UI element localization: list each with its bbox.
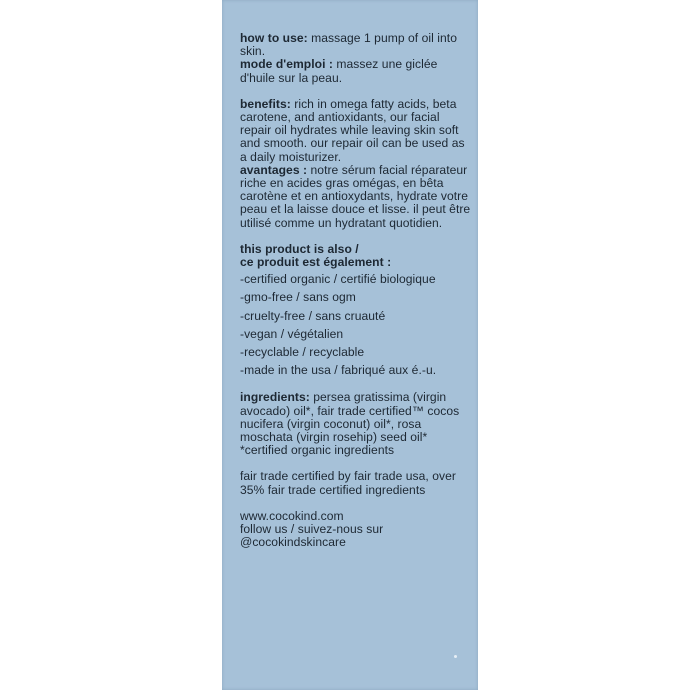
fair-trade-text: fair trade certified by fair trade usa, over 35% fair trade certified ingredients [240, 469, 456, 497]
also-heading-en: this product is also / [240, 241, 359, 256]
list-item: -gmo-free / sans ogm [240, 290, 356, 305]
ingredients [240, 391, 472, 444]
benefits-fr [240, 164, 472, 230]
product-label-text [240, 32, 472, 550]
benefits-label: benefits: [240, 96, 291, 111]
how-to-use-fr [240, 58, 472, 84]
list-item: -cruelty-free / sans cruauté [240, 308, 386, 323]
certifications-list [240, 273, 472, 377]
mode-emploi-text: massez une giclée d'huile sur la peau. [240, 57, 438, 85]
ingredients-label: ingredients: [240, 390, 310, 405]
social-handle: @cocokindskincare [240, 535, 346, 550]
list-item: -certified organic / certifié biologique [240, 272, 436, 287]
list-item: -vegan / végétalien [240, 326, 344, 341]
mode-emploi-label: mode d'emploi : [240, 57, 333, 72]
ingredients-note: *certified organic ingredients [240, 443, 395, 458]
avantages-label: avantages : [240, 162, 308, 177]
benefits-en [240, 98, 472, 164]
website-link: www.cocokind.com [240, 508, 344, 523]
speck-mark [454, 655, 457, 658]
also-heading-fr: ce produit est également : [240, 255, 392, 270]
benefits-text: rich in omega fatty acids, beta carotene, and antioxidants, our facial repair oil hydrates while leaving skin soft and smooth. our repair oil can be used as a daily moisturizer. [240, 96, 465, 164]
list-item: -recyclable / recyclable [240, 345, 365, 360]
how-to-use-label: how to use: [240, 31, 308, 45]
follow-text: follow us / suivez-nous sur [240, 522, 384, 537]
spacer [240, 377, 472, 391]
how-to-use-text: massage 1 pump of oil into skin. [240, 31, 457, 59]
spacer [240, 497, 472, 510]
avantages-text: notre sérum facial réparateur riche en acides gras omégas, en bêta carotène et en antioxydants, hydrate votre peau et la laisse douce et lisse. il peut être utilisé comme un hydratant quotidien. [240, 162, 471, 230]
ingredients-text: persea gratissima (virgin avocado) oil*, fair trade certified™ cocos nucifera (virgin coconut) oil*, rosa moschata (virgin rosehip) seed oil* [240, 390, 460, 445]
how-to-use-en [240, 32, 472, 58]
list-item: -made in the usa / fabriqué aux é.-u. [240, 363, 437, 378]
